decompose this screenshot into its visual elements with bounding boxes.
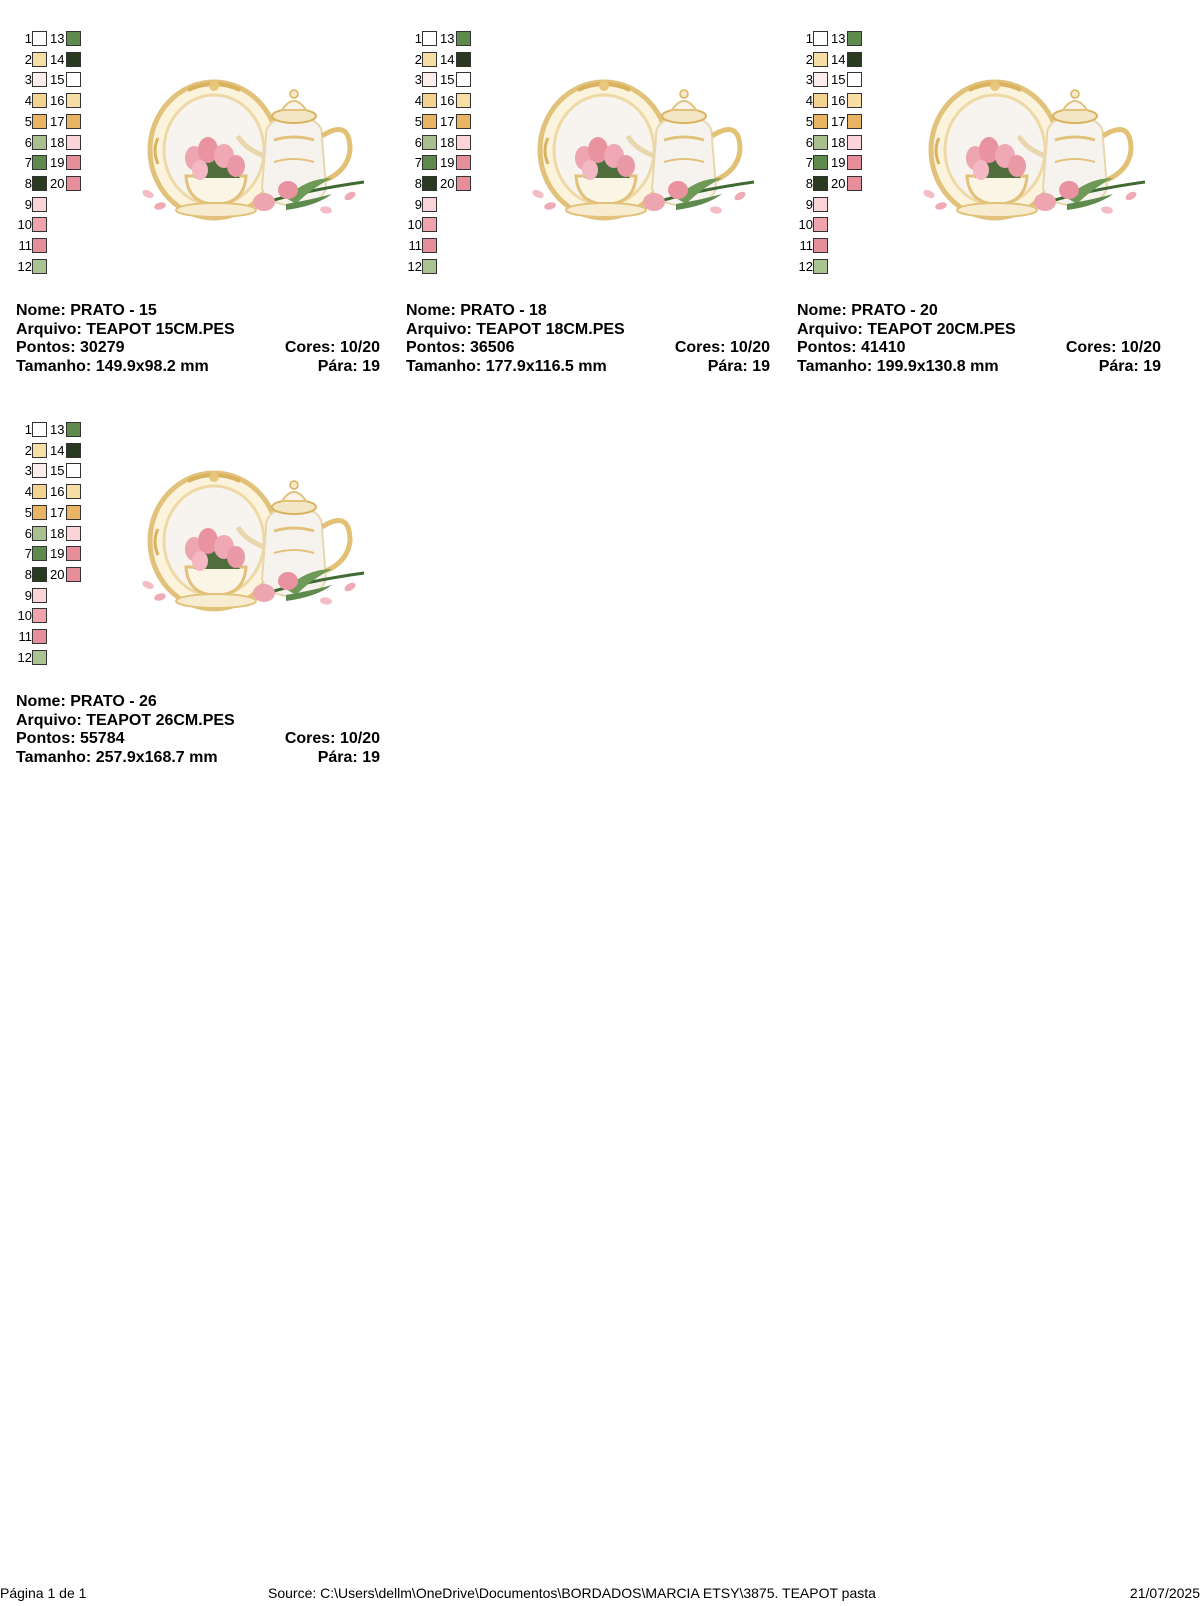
color-swatch (422, 238, 437, 253)
palette-row (797, 258, 877, 276)
color-index: 19 (50, 155, 65, 171)
color-swatch (32, 422, 47, 437)
color-index: 1 (414, 31, 422, 46)
color-index: 15 (831, 72, 846, 88)
palette-row (16, 113, 96, 131)
size-line (16, 749, 380, 768)
color-index: 10 (17, 217, 32, 233)
stitches-line (16, 730, 380, 749)
design-info (797, 302, 1161, 376)
stops-field (318, 358, 380, 377)
color-swatch (32, 443, 47, 458)
stops-label: Pára: (317, 357, 358, 375)
color-swatch (847, 155, 862, 170)
size-value: 199.9x130.8 mm (876, 357, 999, 375)
color-index: 15 (50, 72, 65, 88)
color-swatch (813, 155, 828, 170)
color-index: 15 (50, 463, 65, 479)
stitches-label: Pontos: (16, 730, 76, 747)
design-info (406, 302, 770, 376)
palette-row (16, 92, 96, 110)
color-index: 11 (18, 629, 32, 644)
color-index: 6 (24, 134, 32, 150)
color-swatch (32, 72, 47, 87)
palette-row (797, 216, 877, 234)
color-swatch (847, 176, 862, 191)
palette-row (797, 51, 877, 69)
color-index: 8 (805, 175, 813, 191)
color-index: 4 (414, 93, 422, 109)
file-name: TEAPOT 18CM.PES (476, 320, 625, 338)
page-number: Página 1 de 1 (0, 1585, 87, 1601)
color-swatch (847, 31, 862, 46)
color-swatch (66, 155, 81, 170)
color-index: 20 (50, 566, 65, 582)
color-swatch (32, 31, 47, 46)
print-date: 21/07/2025 (1129, 1585, 1200, 1601)
color-swatch (813, 52, 828, 67)
stitches-label: Pontos: (16, 339, 76, 356)
file-line (16, 712, 380, 731)
palette-row (797, 237, 877, 255)
color-index: 7 (414, 155, 422, 171)
color-swatch (456, 114, 471, 129)
color-swatch (32, 52, 47, 67)
color-index: 3 (414, 72, 422, 88)
color-swatch (813, 217, 828, 232)
color-swatch (422, 197, 437, 212)
name-line (406, 302, 770, 321)
name-label: Nome: (797, 302, 847, 319)
file-label: Arquivo: (16, 711, 82, 729)
color-index: 5 (24, 113, 32, 129)
color-index: 10 (407, 217, 422, 233)
colors-value: 10/20 (729, 339, 770, 356)
colors-field (1066, 339, 1161, 358)
color-index: 10 (798, 217, 813, 233)
palette-row (16, 545, 96, 563)
teapot-embroidery-preview (136, 78, 376, 238)
palette-row (16, 175, 96, 193)
color-index: 14 (440, 51, 455, 67)
palette-row (406, 134, 486, 152)
palette-row (16, 587, 96, 605)
color-index: 1 (805, 31, 813, 46)
color-swatch (66, 484, 81, 499)
color-swatch (32, 526, 47, 541)
color-swatch (422, 259, 437, 274)
design-info (16, 693, 380, 767)
color-index: 16 (50, 93, 65, 109)
palette-row (406, 175, 486, 193)
colors-label: Cores: (674, 339, 726, 356)
color-swatch (66, 72, 81, 87)
palette-row (406, 237, 486, 255)
palette-row (406, 71, 486, 89)
colors-label: Cores: (284, 339, 336, 356)
color-swatch (847, 93, 862, 108)
palette-row (16, 483, 96, 501)
stops-value: 19 (362, 357, 380, 375)
size-label: Tamanho: (797, 357, 873, 375)
stops-label: Pára: (317, 748, 358, 766)
colors-value: 10/20 (339, 339, 380, 356)
stitch-count: 41410 (861, 339, 906, 356)
color-index: 18 (50, 134, 65, 150)
file-label: Arquivo: (16, 320, 82, 338)
color-index: 3 (805, 72, 813, 88)
name-label: Nome: (406, 302, 456, 319)
stops-value: 19 (1143, 357, 1161, 375)
name-label: Nome: (16, 302, 66, 319)
color-swatch (32, 608, 47, 623)
color-swatch (813, 114, 828, 129)
color-swatch (422, 135, 437, 150)
color-index: 7 (24, 546, 32, 562)
color-swatch (813, 259, 828, 274)
stops-value: 19 (362, 748, 380, 766)
color-index: 13 (50, 422, 65, 437)
stitch-count: 55784 (80, 730, 125, 747)
palette-row (797, 113, 877, 131)
palette-row (16, 196, 96, 214)
palette-row (406, 113, 486, 131)
color-swatch (422, 93, 437, 108)
color-index: 2 (414, 51, 422, 67)
stops-field (708, 358, 770, 377)
palette-row (16, 237, 96, 255)
color-swatch (813, 197, 828, 212)
color-swatch (456, 135, 471, 150)
palette-row (406, 196, 486, 214)
colors-field (285, 730, 380, 749)
color-swatch (422, 217, 437, 232)
color-swatch (847, 135, 862, 150)
color-index: 19 (440, 155, 455, 171)
palette-row (406, 258, 486, 276)
color-index: 9 (805, 196, 813, 212)
size-line (406, 358, 770, 377)
color-index: 5 (24, 504, 32, 520)
color-swatch (32, 505, 47, 520)
palette-row (406, 92, 486, 110)
color-index: 14 (50, 51, 65, 67)
palette-row (406, 154, 486, 172)
color-index: 9 (414, 196, 422, 212)
color-index: 17 (50, 504, 65, 520)
color-swatch (813, 72, 828, 87)
palette-row (16, 607, 96, 625)
color-swatch (456, 52, 471, 67)
color-index: 7 (805, 155, 813, 171)
color-swatch (66, 463, 81, 478)
color-index: 12 (17, 258, 32, 274)
color-swatch (422, 52, 437, 67)
size-value: 257.9x168.7 mm (95, 748, 218, 766)
size-label: Tamanho: (16, 748, 92, 766)
color-swatch (813, 93, 828, 108)
color-index: 6 (414, 134, 422, 150)
color-index: 12 (407, 258, 422, 274)
palette-row (797, 92, 877, 110)
color-swatch (813, 176, 828, 191)
color-swatch (66, 176, 81, 191)
color-swatch (66, 93, 81, 108)
colors-value: 10/20 (339, 730, 380, 747)
file-label: Arquivo: (406, 320, 472, 338)
size-line (797, 358, 1161, 377)
file-name: TEAPOT 26CM.PES (86, 711, 235, 729)
color-swatch (422, 114, 437, 129)
color-swatch (422, 31, 437, 46)
color-index: 16 (831, 93, 846, 109)
color-swatch (422, 176, 437, 191)
color-index: 8 (24, 566, 32, 582)
color-swatch (32, 629, 47, 644)
palette-row (16, 504, 96, 522)
color-index: 1 (24, 31, 32, 46)
color-swatch (847, 72, 862, 87)
color-swatch (66, 546, 81, 561)
file-line (797, 321, 1161, 340)
color-swatch (32, 546, 47, 561)
file-line (406, 321, 770, 340)
color-swatch (456, 31, 471, 46)
palette-row (16, 30, 96, 48)
color-index: 6 (24, 525, 32, 541)
color-swatch (32, 238, 47, 253)
design-card (16, 421, 384, 781)
color-index: 14 (50, 442, 65, 458)
color-index: 2 (24, 442, 32, 458)
color-index: 4 (805, 93, 813, 109)
color-swatch (66, 135, 81, 150)
stitches-line (406, 339, 770, 358)
color-swatch (32, 217, 47, 232)
color-swatch (847, 52, 862, 67)
colors-label: Cores: (1065, 339, 1117, 356)
stops-label: Pára: (707, 357, 748, 375)
color-index: 11 (18, 238, 32, 253)
name-line (16, 693, 380, 712)
color-index: 4 (24, 93, 32, 109)
color-index: 3 (24, 72, 32, 88)
teapot-embroidery-preview (917, 78, 1157, 238)
color-index: 2 (805, 51, 813, 67)
palette-row (16, 442, 96, 460)
color-swatch (32, 135, 47, 150)
palette-row (16, 462, 96, 480)
color-swatch (422, 72, 437, 87)
design-name: PRATO - 20 (851, 302, 938, 319)
color-swatch (813, 135, 828, 150)
color-swatch (66, 567, 81, 582)
palette-row (16, 51, 96, 69)
palette-row (16, 421, 96, 439)
palette-row (797, 175, 877, 193)
color-swatch (32, 650, 47, 665)
color-swatch (66, 114, 81, 129)
design-name: PRATO - 26 (70, 693, 157, 710)
design-name: PRATO - 15 (70, 302, 157, 319)
file-name: TEAPOT 15CM.PES (86, 320, 235, 338)
design-card (797, 30, 1165, 390)
size-value: 177.9x116.5 mm (485, 357, 607, 375)
color-swatch (32, 197, 47, 212)
color-index: 15 (440, 72, 455, 88)
color-swatch (456, 176, 471, 191)
palette-row (16, 566, 96, 584)
name-line (797, 302, 1161, 321)
color-index: 5 (414, 113, 422, 129)
color-index: 2 (24, 51, 32, 67)
color-index: 11 (408, 238, 422, 253)
stops-field (318, 749, 380, 768)
color-swatch (32, 588, 47, 603)
color-index: 8 (24, 175, 32, 191)
design-name: PRATO - 18 (460, 302, 547, 319)
file-line (16, 321, 380, 340)
color-swatch (32, 176, 47, 191)
colors-value: 10/20 (1120, 339, 1161, 356)
stitches-label: Pontos: (797, 339, 857, 356)
color-index: 16 (50, 484, 65, 500)
color-index: 14 (831, 51, 846, 67)
palette-row (406, 216, 486, 234)
color-index: 17 (831, 113, 846, 129)
palette-row (797, 71, 877, 89)
stops-field (1099, 358, 1161, 377)
color-index: 20 (440, 175, 455, 191)
color-swatch (32, 114, 47, 129)
color-swatch (422, 155, 437, 170)
color-index: 9 (24, 196, 32, 212)
palette-row (406, 30, 486, 48)
color-index: 17 (440, 113, 455, 129)
color-index: 12 (798, 258, 813, 274)
color-swatch (32, 93, 47, 108)
color-swatch (813, 238, 828, 253)
color-index: 18 (831, 134, 846, 150)
name-label: Nome: (16, 693, 66, 710)
source-path: Source: C:\Users\dellm\OneDrive\Documentos\BORDADOS\MARCIA ETSY\3875. TEAPOT pasta (268, 1585, 876, 1601)
stitches-line (16, 339, 380, 358)
color-index: 17 (50, 113, 65, 129)
color-swatch (32, 155, 47, 170)
size-value: 149.9x98.2 mm (95, 357, 209, 375)
palette-row (797, 196, 877, 214)
palette-row (797, 154, 877, 172)
stops-value: 19 (752, 357, 770, 375)
palette-row (16, 154, 96, 172)
color-index: 10 (17, 608, 32, 624)
color-swatch (32, 484, 47, 499)
color-index: 9 (24, 587, 32, 603)
color-swatch (847, 114, 862, 129)
colors-label: Cores: (284, 730, 336, 747)
color-swatch (456, 93, 471, 108)
color-index: 20 (831, 175, 846, 191)
stitch-count: 30279 (80, 339, 125, 356)
stops-label: Pára: (1098, 357, 1139, 375)
color-swatch (66, 31, 81, 46)
size-label: Tamanho: (406, 357, 482, 375)
palette-row (16, 71, 96, 89)
palette-row (406, 51, 486, 69)
color-index: 12 (17, 649, 32, 665)
color-index: 4 (24, 484, 32, 500)
name-line (16, 302, 380, 321)
color-index: 7 (24, 155, 32, 171)
color-swatch (32, 463, 47, 478)
color-index: 18 (440, 134, 455, 150)
color-index: 20 (50, 175, 65, 191)
palette-row (797, 134, 877, 152)
color-index: 19 (50, 546, 65, 562)
color-index: 5 (805, 113, 813, 129)
color-swatch (66, 443, 81, 458)
palette-row (16, 216, 96, 234)
design-card (406, 30, 774, 390)
color-swatch (456, 72, 471, 87)
file-label: Arquivo: (797, 320, 863, 338)
color-swatch (32, 259, 47, 274)
color-index: 16 (440, 93, 455, 109)
file-name: TEAPOT 20CM.PES (867, 320, 1016, 338)
palette-row (16, 525, 96, 543)
color-index: 13 (50, 31, 65, 46)
color-index: 8 (414, 175, 422, 191)
color-swatch (32, 567, 47, 582)
color-swatch (66, 505, 81, 520)
color-swatch (813, 31, 828, 46)
colors-field (285, 339, 380, 358)
color-swatch (66, 422, 81, 437)
teapot-embroidery-preview (136, 469, 376, 629)
color-index: 3 (24, 463, 32, 479)
palette-row (16, 628, 96, 646)
palette-row (16, 258, 96, 276)
stitches-line (797, 339, 1161, 358)
design-info (16, 302, 380, 376)
color-index: 6 (805, 134, 813, 150)
color-index: 19 (831, 155, 846, 171)
color-swatch (66, 52, 81, 67)
size-label: Tamanho: (16, 357, 92, 375)
color-index: 13 (440, 31, 455, 46)
stitches-label: Pontos: (406, 339, 466, 356)
color-index: 1 (24, 422, 32, 437)
colors-field (675, 339, 770, 358)
color-index: 11 (799, 238, 813, 253)
teapot-embroidery-preview (526, 78, 766, 238)
color-index: 18 (50, 525, 65, 541)
color-swatch (66, 526, 81, 541)
color-index: 13 (831, 31, 846, 46)
color-swatch (456, 155, 471, 170)
stitch-count: 36506 (470, 339, 515, 356)
palette-row (16, 649, 96, 667)
palette-row (16, 134, 96, 152)
palette-row (797, 30, 877, 48)
design-card (16, 30, 384, 390)
size-line (16, 358, 380, 377)
